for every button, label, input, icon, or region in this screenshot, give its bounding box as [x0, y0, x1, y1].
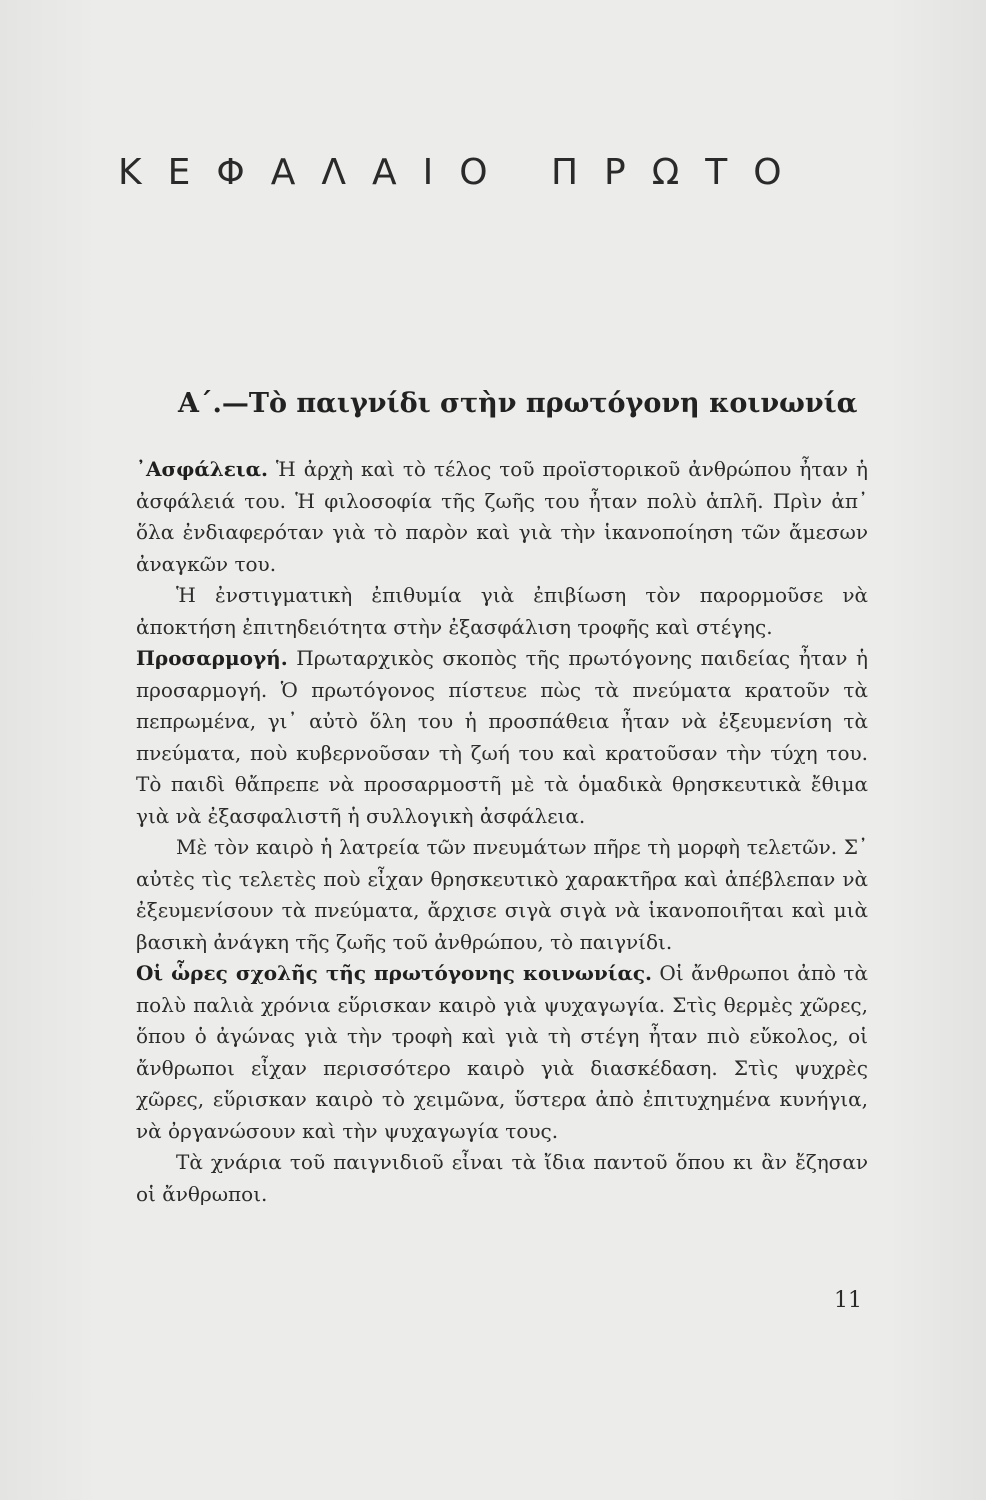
paragraph-text: Πρωταρχικὸς σκοπὸς τῆς πρωτόγονης παιδείας ἦταν ἡ προσαρμογή. Ὁ πρωτόγονος πίστευε πὼς τὰ πνεύματα κρατοῦν τὰ πεπρωμένα, γι᾿ αὐτὸ ὅλη του ἡ προσπάθεια ἦταν νὰ ἐξευμενίση τὰ πνεύματα, ποὺ κυβερνοῦσαν τὴ ζωή του καὶ κρατοῦσαν τὴν τύχη του. Τὸ παιδὶ θἄπρεπε νὰ προσαρμοστῆ μὲ τὰ ὁμαδικὰ θρησκευτικὰ ἔθιμα γιὰ νὰ ἐξασφαλιστῆ ἡ συλλογικὴ ἀσφάλεια. [136, 646, 868, 828]
paragraph [136, 1147, 868, 1210]
paragraph-text: Μὲ τὸν καιρὸ ἡ λατρεία τῶν πνευμάτων πῆρε τὴ μορφὴ τελετῶν. Σ᾿ αὐτὲς τὶς τελετὲς ποὺ εἶχαν θρησκευτικὸ χαρακτῆρα καὶ ἀπέβλεπαν νὰ ἐξευμενίσουν τὰ πνεύματα, ἄρχισε σιγὰ σιγὰ νὰ ἱκανοποιῆται καὶ μιὰ βασικὴ ἀνάγκη τῆς ζωῆς τοῦ ἀνθρώπου, τὸ παιγνίδι. [136, 835, 868, 954]
paragraph-prosarmogi [136, 643, 868, 832]
body-text [136, 454, 868, 1210]
paragraph [136, 580, 868, 643]
paragraph-lead: ᾿Ασφάλεια. [136, 457, 268, 481]
paragraph-text: Ἡ ἀρχὴ καὶ τὸ τέλος τοῦ προϊστορικοῦ ἀνθρώπου ἦταν ἡ ἀσφάλειά του. Ἡ φιλοσοφία τῆς ζωῆς του ἦταν πολὺ ἁπλῆ. Πρὶν ἀπ᾿ ὅλα ἐνδιαφερόταν γιὰ τὸ παρὸν καὶ γιὰ τὴν ἱκανοποίηση τῶν ἄμεσων ἀναγκῶν του. [136, 457, 868, 576]
paragraph-text: Ἡ ἐνστιγματικὴ ἐπιθυμία γιὰ ἐπιβίωση τὸν παρορμοῦσε νὰ ἀποκτήση ἐπιτηδειότητα στὴν ἐξασφάλιση τροφῆς καὶ στέγης. [136, 583, 868, 639]
paragraph-text: Οἱ ἄνθρωποι ἀπὸ τὰ πολὺ παλιὰ χρόνια εὕρισκαν καιρὸ γιὰ ψυχαγωγία. Στὶς θερμὲς χῶρες, ὅπου ὁ ἀγώνας γιὰ τὴν τροφὴ καὶ γιὰ τὴ στέγη ἦταν πιὸ εὔκολος, οἱ ἄνθρωποι εἶχαν περισσότερο καιρὸ γιὰ διασκέδαση. Στὶς ψυχρὲς χῶρες, εὕρισκαν καιρὸ τὸ χειμῶνα, ὕστερα ἀπὸ ἐπιτυχημένα κυνήγια, νὰ ὀργανώσουν καὶ τὴν ψυχαγωγία τους. [136, 961, 869, 1143]
paragraph [136, 832, 868, 958]
chapter-heading: ΚΕΦΑΛΑΙΟ ΠΡΩΤΟ [118, 152, 808, 193]
paragraph-lead: Προσαρμογή. [136, 646, 288, 670]
paragraph-text: Τὰ χνάρια τοῦ παιγνιδιοῦ εἶναι τὰ ἴδια παντοῦ ὅπου κι ἂν ἔζησαν οἱ ἄνθρωποι. [136, 1150, 868, 1206]
section-title: Α΄.—Τὸ παιγνίδι στὴν πρωτόγονη κοινωνία [178, 388, 858, 419]
paragraph-ores-scholis [136, 958, 868, 1147]
page-number: 11 [834, 1288, 862, 1313]
paragraph-lead: Οἱ ὧρες σχολῆς τῆς πρωτόγονης κοινωνίας. [136, 961, 653, 985]
paragraph-asfaleia [136, 454, 868, 580]
